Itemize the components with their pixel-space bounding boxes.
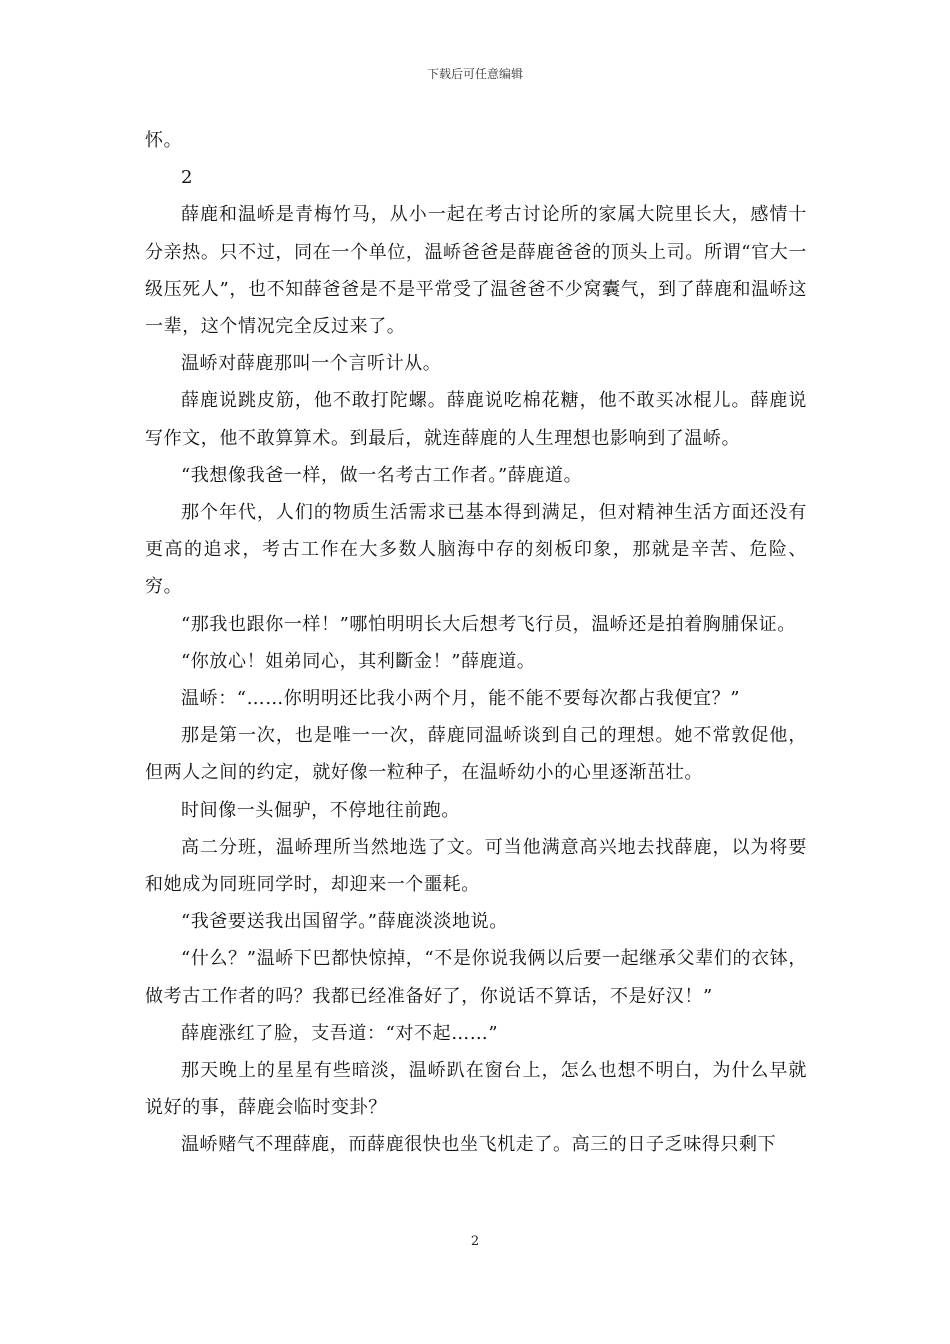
- paragraph-continuation: 怀。: [145, 130, 183, 151]
- paragraph: 那个年代，人们的物质生活需求已基本得到满足，但对精神生活方面还没有更高的追求，考古工作在大多数人脑海中存的刻板印象，那就是辛苦、危险、穷。: [145, 502, 807, 598]
- paragraph: 薛鹿说跳皮筋，他不敢打陀螺。薛鹿说吃棉花糖，他不敢买冰棍儿。薛鹿说写作文，他不敢算算术。到最后，就连薛鹿的人生理想也影响到了温峤。: [145, 390, 807, 449]
- paragraph: “我爸要送我出国留学。”薛鹿淡淡地说。: [181, 911, 508, 933]
- paragraph: 温峤：“……你明明还比我小两个月，能不能不要每次都占我便宜？”: [181, 688, 741, 710]
- paragraph: 温峤赌气不理薛鹿，而薛鹿很快也坐飞机走了。高三的日子乏味得只剩下: [181, 1134, 777, 1156]
- paragraph: 时间像一头倔驴，不停地往前跑。: [181, 799, 460, 821]
- page-header: 下载后可任意编辑: [426, 67, 523, 81]
- page-number: 2: [470, 1234, 480, 1249]
- paragraph: “我想像我爸一样，做一名考古工作者。”薛鹿道。: [181, 464, 583, 486]
- document-body: [145, 122, 807, 1164]
- section-number: 2: [181, 167, 194, 189]
- paragraph: 高二分班，温峤理所当然地选了文。可当他满意高兴地去找薛鹿，以为将要和她成为同班同学时，却迎来一个噩耗。: [145, 836, 807, 896]
- paragraph: “什么？”温峤下巴都快惊掉，“不是你说我俩以后要一起继承父辈们的衣钵，做考古工作者的吗？我都已经准备好了，你说话不算话，不是好汉！”: [145, 948, 807, 1007]
- paragraph: “你放心！姐弟同心，其利斷金！”薛鹿道。: [181, 650, 536, 672]
- paragraph: “那我也跟你一样！”哪怕明明长大后想考飞行员，温峤还是拍着胸脯保证。: [181, 613, 796, 635]
- paragraph: 那是第一次，也是唯一一次，薛鹿同温峤谈到自己的理想。她不常敦促他，但两人之间的约定，就好像一粒种子，在温峤幼小的心里逐渐茁壮。: [145, 725, 807, 784]
- paragraph: 那天晚上的星星有些暗淡，温峤趴在窗台上，怎么也想不明白，为什么早就说好的事，薛鹿会临时变卦？: [145, 1060, 807, 1119]
- paragraph: 温峤对薛鹿那叫一个言听计从。: [181, 353, 442, 375]
- paragraph: 薛鹿涨红了脸，支吾道：“对不起……”: [181, 1022, 499, 1044]
- paragraph: 薛鹿和温峤是青梅竹马，从小一起在考古讨论所的家属大院里长大，感情十分亲热。只不过，同在一个单位，温峤爸爸是薛鹿爸爸的顶头上司。所谓“官大一级压死人”，也不知薛爸爸是不是平常受了温爸爸不少窝囊气，到了薛鹿和温峤这一辈，这个情况完全反过来了。: [145, 204, 807, 338]
